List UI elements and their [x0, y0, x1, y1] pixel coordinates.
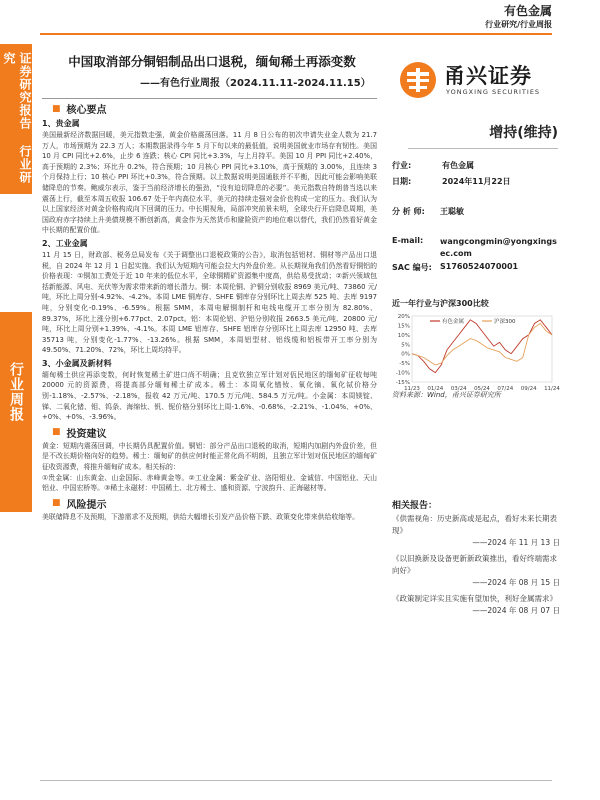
chart-title: 近一年行业与沪深300比较 [392, 299, 489, 308]
legend-label: 沪深300 [494, 319, 516, 325]
sac-label: SAC 编号: [392, 263, 432, 272]
report-title: 中国取消部分铜铝制品出口退税，缅甸稀土再添变数 [68, 54, 356, 69]
triangle-bullet-icon: ■ [52, 498, 61, 509]
company-logo [398, 60, 558, 100]
related-item-date: ——2024 年 11 月 13 日 [472, 538, 560, 547]
date-value: 2024年11月22日 [442, 177, 511, 186]
email-value: wangcongmin@yongxingsec.com [440, 237, 557, 258]
header-sector: 有色金属 [503, 4, 552, 18]
logo-name: 甬兴证券 [444, 64, 532, 88]
analyst-value: 王聪敏 [440, 207, 464, 216]
header-subtitle: 行业研究/行业周报 [485, 20, 552, 29]
email-label: E-mail: [392, 236, 424, 245]
section-invest-title: 投资建议 [66, 428, 107, 440]
triangle-bullet-icon: ■ [52, 427, 61, 438]
y-tick-label: -5% [399, 361, 410, 368]
sac-value: S1760524070001 [440, 262, 519, 271]
heading-precious-metals: 1、贵金属 [42, 119, 80, 128]
legend-label: 有色金属 [442, 319, 465, 325]
x-tick-label: 09/24 [520, 386, 537, 392]
y-tick-label: 20% [397, 314, 410, 320]
industry-row [392, 160, 474, 171]
related-item-title[interactable]: 《政策制定详实且实施有望加快，利好金属需求》 [392, 594, 557, 603]
report-subtitle: ——有色行业周报（2024.11.11-2024.11.15） [140, 78, 371, 89]
industry-value: 有色金属 [442, 161, 474, 170]
para-risk: 美联储降息不及预期，下游需求不及预期，供给大幅增长引发产品价格下跌、政策变化带来供给收缩等。 [42, 512, 359, 521]
x-tick-label: 11/23 [404, 386, 420, 392]
date-row [392, 176, 511, 187]
section-core [42, 101, 377, 116]
x-tick-label: 05/24 [474, 386, 490, 392]
performance-chart [390, 310, 560, 395]
para-targets: ①贵金属：山东黄金、山金国际、赤峰黄金等。②工业金属：紫金矿业、洛阳钼业、金诚信、中国铝业、天山铝业、中国宏桥等。③稀土永磁材：中国稀土、北方稀土、盛和资源、宁波韵升、正海磁材等。 [42, 473, 377, 493]
side-tab-research [0, 44, 32, 194]
footer-divider [40, 780, 552, 781]
logo-mark-icon [398, 60, 438, 100]
chart-frame [412, 316, 552, 382]
analyst-label: 分 析 师: [392, 207, 425, 216]
related-item-date: ——2024 年 08 月 07 日 [472, 606, 560, 615]
rating: 增持(维持) [408, 122, 558, 149]
para-invest: 黄金：短期内震荡回调，中长期仍具配置价值。铜铝：部分产品出口退税的取消，短期内加剧内外盘价差，但是不改长期价格向好的趋势。稀土：缅甸矿的供应何时能正常化尚不明朗，且独立军计划对佤民地区的缅甸矿征收资源费，将推升缅甸矿成本。相关标的： [42, 441, 377, 472]
header-divider [40, 33, 552, 35]
y-tick-label: 10% [397, 332, 410, 339]
heading-industrial-metals: 2、工业金属 [42, 238, 88, 248]
section-core-title: 核心要点 [66, 105, 107, 116]
y-tick-label: 0% [401, 351, 410, 358]
related-item-title[interactable]: 《供需视角：历史新高或是起点，看好未来长期表现》 [392, 514, 557, 535]
x-tick-label: 07/24 [497, 386, 514, 392]
para-minor-metals: 缅甸稀土供应再添变数，何时恢复稀土矿进口尚不明确；且克钦独立军计划对佤民地区的缅甸矿征收每吨 20000 元的资源费，将提高部分缅甸稀土矿成本。稀土：本周氧化镨钕、氧化镝、氧化铽价格分别-1.18%、-2.57%、-2.18%，报收 42 万元/吨、170.5 万元/吨、584.5 万元/吨。小金属：本周镁锭、锑、二氧化锗、钼、钨条、海绵钛、钒、铌价格分别环比上周-1.6%、-0.68%、-2.21%、-1.04%、+0%、+0%、+0%、-3.96%。 [42, 370, 377, 422]
heading-minor-metals: 3、小金属及新材料 [42, 358, 112, 368]
main-content [42, 98, 377, 522]
side-tab-weekly [0, 312, 32, 512]
section-risk [42, 496, 377, 511]
x-tick-label: 11/24 [544, 386, 560, 392]
section-invest [42, 425, 377, 440]
industry-label: 行业: [392, 161, 412, 170]
y-tick-label: 5% [401, 342, 410, 349]
section-risk-title: 风险提示 [66, 499, 107, 511]
side-tab-research-label: 证券研究报告 行业研究 [2, 52, 32, 184]
date-label: 日期: [392, 177, 412, 186]
related-item-date: ——2024 年 08 月 15 日 [472, 578, 560, 587]
x-tick-label: 01/24 [427, 386, 444, 392]
para-industrial-metals: 11 月 15 日，财政部、税务总局发布《关于调整出口退税政策的公告》，取消包括铝材、铜材等产品出口退税，自 2024 年 12 月 1 日起实施。我们认为短期内可能会拉大内外盘价差。从长期视角我们仍然看好铜铝的价格表现：①铜加工费处于近 10 年来的低位水平，全球铜精矿资源集中度高，供给易受扰动；②新兴领域包括新能源、风电、光伏等为需求带来新的增长潜力。铜：本周伦铜、沪铜分别收报 8969 美元/吨、73860 元/吨，环比上周分别-4.92%、-4.2%。本周 LME 铜库存、SHFE 铜库存分别环比上周去库 525 吨、去库 9197 吨，分别变化-0.19%、-6.59%。根据 SMM，本周电解铜制杆和电线电缆开工率分别为 82.80%、89.37%，环比上涨分别+6.77pct、2.07pct。铝：本周伦铝、沪铝分别收报 2663.5 美元/吨、20800 元/吨，环比上周分别+1.39%、-4.1%。本周 LME 铝库存、SHFE 铝库存分别环比上周去库 12950 吨、去库 35713 吨，分别变化-1.77%、-13.26%。根据 SMM，本周铝型材、铝线缆和铝板带开工率分别为 49.50%、71.20%、72%，环比上周均持平。 [42, 250, 377, 355]
side-tab-weekly-label: 行业周报 [8, 362, 24, 422]
related-item-title[interactable]: 《以旧换新及设备更新新政策推出，看好终端需求向好》 [392, 554, 557, 575]
related-heading: 相关报告： [392, 501, 438, 511]
logo-en: YONGXING SECURITIES [446, 88, 541, 96]
series-line-0 [412, 320, 552, 373]
y-tick-label: 15% [397, 323, 410, 330]
y-tick-label: -10% [395, 370, 410, 377]
para-precious-metals: 美国最新经济数据回暖，美元指数走强，黄金价格震荡回落。11 月 8 日公布的初次申请失业金人数为 21.7 万人，市场预期为 22.3 万人；本期数据录得今年 5 月下旬以来的最低值，说明美国就业市场存有韧性。美国 10 月 CPI 同比+2.6%，止步 6 连跌；核心 CPI 同比+3.3%，与上月持平。美国 10 月 PPI 同比+2.40%，高于预期的 2.3%；环比升 0.2%，符合预期；10 月核心 PPI 同比+3.10%，高于预期的 3.00%，且连续 3 个月保持上行；10 核心 PPI 环比+0.3%，符合预期。以上数据说明美国通胀并不平衡，因此可能会影响美联储降息的节奏。鲍威尔表示，鉴于当前经济增长的强劲，“没有迫切降息的必要”。美元指数自特朗普当选以来震荡上行，截至本周五收报 106.67 处于年内高位水平，美元的持续走强对金价也构成一定的压力。我们认为以上国家经济对黄金价格构成向下回调的压力。中长期视角，局部冲突前景未明，全球央行开启降息周期，美国政府赤字持续上升美债规模不断创新高，黄金作为天然货币和避险资产的地位难以替代，我们仍然看好黄金中长期的配置价值。 [42, 131, 377, 235]
y-tick-label: -15% [395, 380, 410, 386]
x-tick-label: 03/24 [450, 386, 467, 392]
chart-source: 资料来源：Wind，甬兴证券研究所 [392, 391, 501, 399]
related-reports [392, 498, 560, 621]
triangle-bullet-icon: ■ [52, 103, 61, 114]
